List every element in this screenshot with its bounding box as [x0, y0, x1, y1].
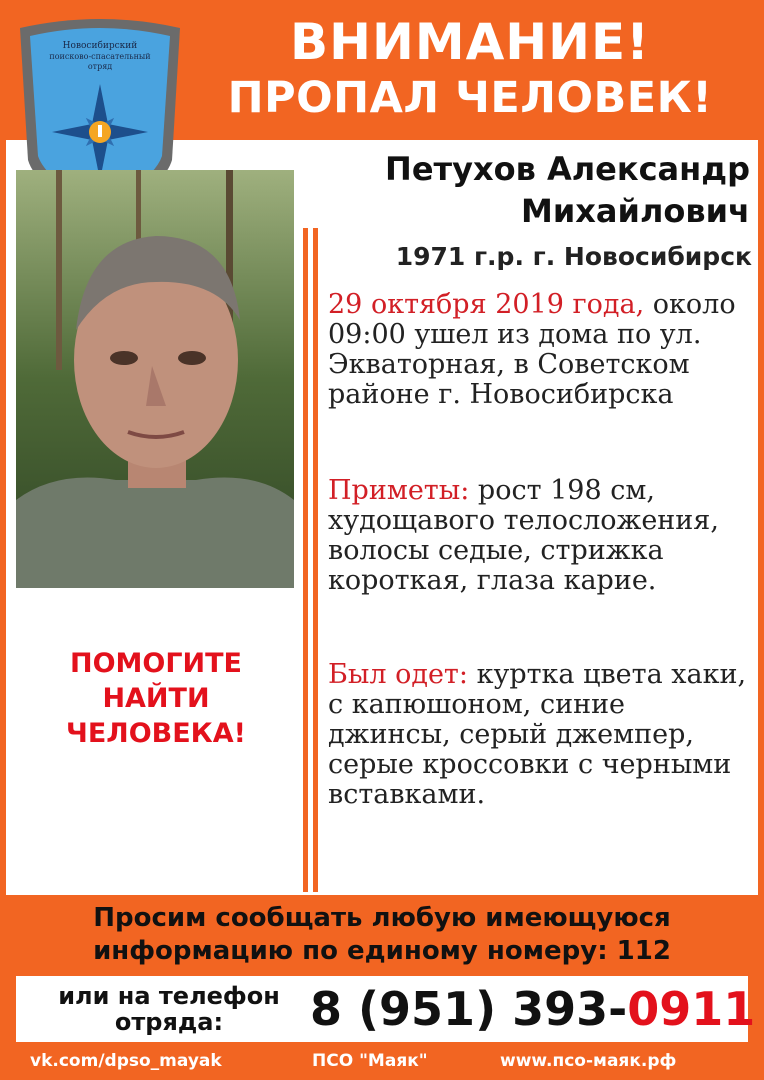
signs-text: рост 198 см, худощавого телосложения, волосы седые, стрижка короткая, глаза карие. [328, 475, 719, 596]
svg-text:поисково-спасательный: поисково-спасательный [49, 52, 151, 61]
website-link[interactable]: www.псо-маяк.рф [500, 1051, 677, 1071]
svg-text:отряд: отряд [87, 62, 113, 71]
person-name [330, 148, 750, 232]
birth-info: 1971 г.р. г. Новосибирск [395, 242, 752, 271]
missing-person-photo [16, 170, 294, 588]
phone-box [16, 976, 756, 1042]
clothes-label: Был одет: [328, 659, 468, 690]
vk-link[interactable]: vk.com/dpso_mayak [30, 1051, 222, 1071]
footer-links [0, 1046, 764, 1076]
missing-circumstances [328, 290, 756, 410]
help-find-callout [40, 646, 272, 751]
divider-stripes [301, 228, 321, 892]
clothes-text: куртка цвета хаки, с капюшоном, синие джинсы, серый джемпер, серые кроссовки с черными вставками. [328, 659, 747, 810]
help-line-3: ЧЕЛОВЕКА! [66, 718, 246, 749]
org-name: ПСО "Маяк" [312, 1051, 428, 1071]
signs-label: Приметы: [328, 475, 470, 506]
phone-label-line-2: отряда: [114, 1008, 224, 1036]
phone-label [34, 983, 304, 1035]
report-request [0, 902, 764, 968]
missing-text: около 09:00 ушел из дома по ул. Экваторная, в Советском районе г. Новосибирска [328, 289, 736, 410]
title-attention: ВНИМАНИЕ! [290, 13, 650, 71]
page-title [190, 14, 750, 126]
report-request-line-1: Просим сообщать любую имеющуюся [93, 903, 671, 933]
title-missing-person: ПРОПАЛ ЧЕЛОВЕК! [227, 73, 713, 123]
phone-label-line-1: или на телефон [58, 982, 280, 1010]
help-line-2: НАЙТИ [102, 683, 210, 714]
svg-text:Новосибирский: Новосибирский [62, 41, 138, 51]
report-request-line-2: информацию по единому номеру: 112 [93, 936, 671, 966]
signs-section [328, 476, 756, 596]
clothes-section [328, 660, 756, 810]
help-line-1: ПОМОГИТЕ [69, 648, 243, 679]
person-name-line-1: Петухов Александр [385, 150, 750, 188]
phone-number-end: 0911 [627, 982, 756, 1036]
missing-date: 29 октября 2019 года, [328, 289, 645, 320]
person-name-line-2: Михайлович [521, 192, 750, 230]
phone-number[interactable] [310, 980, 755, 1038]
phone-number-main: 8 (951) 393- [310, 982, 628, 1036]
